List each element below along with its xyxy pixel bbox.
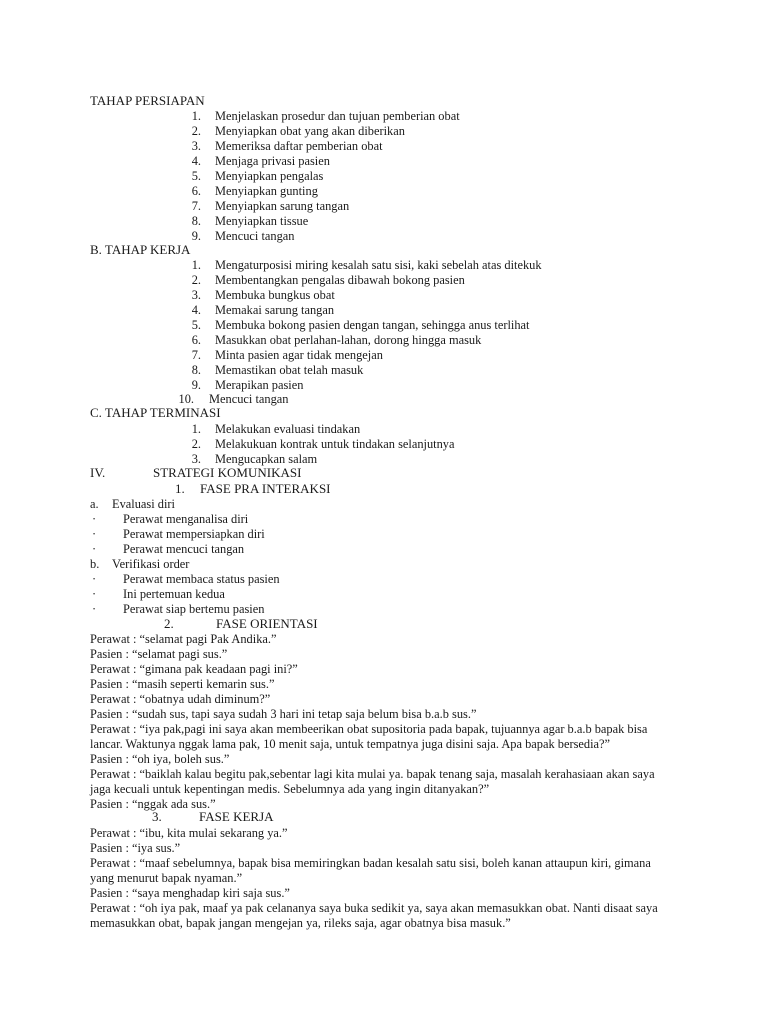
list-number: 6. [191, 333, 201, 347]
bullet: · [92, 602, 97, 616]
dialog-line: Pasien : “sudah sus, tapi saya sudah 3 hari ini tetap saja belum bisa b.a.b sus.” [90, 707, 477, 721]
dialog-line: Pasien : “iya sus.” [90, 841, 181, 855]
list-number: 6. [191, 184, 201, 198]
list-number: 8. [191, 214, 201, 228]
list-number: 1. [191, 422, 201, 436]
dialog-line: memasukkan obat, bapak jangan mengejan ya, rileks saja, agar obatnya bisa masuk.” [90, 916, 511, 930]
list-item: Menjelaskan prosedur dan tujuan pemberian obat [215, 109, 460, 123]
list-item: Memastikan obat telah masuk [215, 363, 364, 377]
fase-number: 3. [152, 809, 162, 824]
dialog-line: yang menurut bapak nyaman.” [90, 871, 243, 885]
dialog-line: Perawat : “obatnya udah diminum?” [90, 692, 271, 706]
list-number: 5. [191, 169, 201, 183]
list-item: Membuka bungkus obat [215, 288, 335, 302]
dialog-line: Perawat : “selamat pagi Pak Andika.” [90, 632, 277, 646]
dialog-line: Perawat : “gimana pak keadaan pagi ini?” [90, 662, 298, 676]
fase-title: FASE PRA INTERAKSI [200, 481, 331, 496]
list-item: Mencuci tangan [209, 392, 289, 406]
bullet-item: Perawat mempersiapkan diri [123, 527, 265, 541]
bullet-item: Perawat siap bertemu pasien [123, 602, 265, 616]
dialog-line: Pasien : “saya menghadap kiri saja sus.” [90, 886, 290, 900]
list-number: 9. [191, 229, 201, 243]
bullet-item: Perawat mencuci tangan [123, 542, 245, 556]
list-item: Menyiapkan sarung tangan [215, 199, 350, 213]
list-item: Minta pasien agar tidak mengejan [215, 348, 383, 362]
list-number: 10. [178, 392, 194, 406]
dialog-line: Pasien : “selamat pagi sus.” [90, 647, 228, 661]
list-number: 5. [191, 318, 201, 332]
list-item: Melakukan evaluasi tindakan [215, 422, 361, 436]
list-number: 9. [191, 378, 201, 392]
dialog-line: lancar. Waktunya nggak lama pak, 10 menit saja, untuk tempatnya juga disini saja. Apa bapak bersedia?” [90, 737, 611, 751]
list-number: 8. [191, 363, 201, 377]
fase-number: 1. [175, 481, 185, 496]
dialog-line: Perawat : “iya pak,pagi ini saya akan membeerikan obat supositoria pada bapak, tujuannya agar b.a.b bapak bisa [90, 722, 648, 736]
dialog-line: Pasien : “nggak ada sus.” [90, 797, 216, 811]
sub-label: b. [90, 557, 100, 571]
list-item: Masukkan obat perlahan-lahan, dorong hingga masuk [215, 333, 482, 347]
list-item: Memakai sarung tangan [215, 303, 335, 317]
list-number: 7. [191, 199, 201, 213]
dialog-line: Perawat : “oh iya pak, maaf ya pak celananya saya buka sedikit ya, saya akan memasukkan obat. Nanti disaat saya [90, 901, 658, 915]
list-item: Menyiapkan pengalas [215, 169, 324, 183]
list-number: 1. [191, 109, 201, 123]
dialog-line: jaga kecuali untuk kepentingan medis. Sebelumnya ada yang ingin ditanyakan?” [90, 782, 490, 796]
list-number: 2. [191, 437, 201, 451]
bullet-item: Perawat menganalisa diri [123, 512, 249, 526]
list-number: 1. [191, 258, 201, 272]
bullet: · [92, 542, 97, 556]
dialog-line: Perawat : “maaf sebelumnya, bapak bisa memiringkan badan kesalah satu sisi, boleh kanan attaupun kiri, gimana [90, 856, 651, 870]
bullet: · [92, 527, 97, 541]
bullet: · [92, 587, 97, 601]
bullet: · [92, 512, 97, 526]
section-title-persiapan: TAHAP PERSIAPAN [90, 93, 205, 108]
list-item: Melakukuan kontrak untuk tindakan selanjutnya [215, 437, 455, 451]
list-number: 2. [191, 273, 201, 287]
dialog-line: Perawat : “ibu, kita mulai sekarang ya.” [90, 826, 288, 840]
list-item: Menjaga privasi pasien [215, 154, 330, 168]
list-item: Mencuci tangan [215, 229, 295, 243]
list-item: Mengucapkan salam [215, 452, 318, 466]
bullet-item: Ini pertemuan kedua [123, 587, 225, 601]
list-number: 2. [191, 124, 201, 138]
dialog-line: Pasien : “masih seperti kemarin sus.” [90, 677, 275, 691]
list-item: Menyiapkan tissue [215, 214, 309, 228]
list-item: Membentangkan pengalas dibawah bokong pasien [215, 273, 465, 287]
section-title-kerja: B. TAHAP KERJA [90, 242, 191, 257]
list-number: 4. [191, 303, 201, 317]
bullet: · [92, 572, 97, 586]
fase-title: FASE KERJA [199, 809, 274, 824]
dialog-line: Pasien : “oh iya, boleh sus.” [90, 752, 230, 766]
fase-number: 2. [164, 616, 174, 631]
list-item: Memeriksa daftar pemberian obat [215, 139, 383, 153]
section-title-terminasi: C. TAHAP TERMINASI [90, 405, 221, 420]
list-item: Mengaturposisi miring kesalah satu sisi, kaki sebelah atas ditekuk [215, 258, 542, 272]
sub-title: Verifikasi order [112, 557, 190, 571]
list-number: 3. [191, 139, 201, 153]
list-number: 4. [191, 154, 201, 168]
fase-title: FASE ORIENTASI [216, 616, 318, 631]
list-number: 7. [191, 348, 201, 362]
list-item: Merapikan pasien [215, 378, 304, 392]
dialog-line: Perawat : “baiklah kalau begitu pak,sebentar lagi kita mulai ya. bapak tenang saja, masalah kerahasiaan akan saya [90, 767, 655, 781]
list-item: Menyiapkan obat yang akan diberikan [215, 124, 405, 138]
strategi-number: IV. [90, 465, 106, 480]
list-item: Membuka bokong pasien dengan tangan, sehingga anus terlihat [215, 318, 530, 332]
sub-label: a. [90, 497, 99, 511]
strategi-title: STRATEGI KOMUNIKASI [153, 465, 302, 480]
list-number: 3. [191, 452, 201, 466]
bullet-item: Perawat membaca status pasien [123, 572, 280, 586]
list-number: 3. [191, 288, 201, 302]
list-item: Menyiapkan gunting [215, 184, 318, 198]
sub-title: Evaluasi diri [112, 497, 175, 511]
